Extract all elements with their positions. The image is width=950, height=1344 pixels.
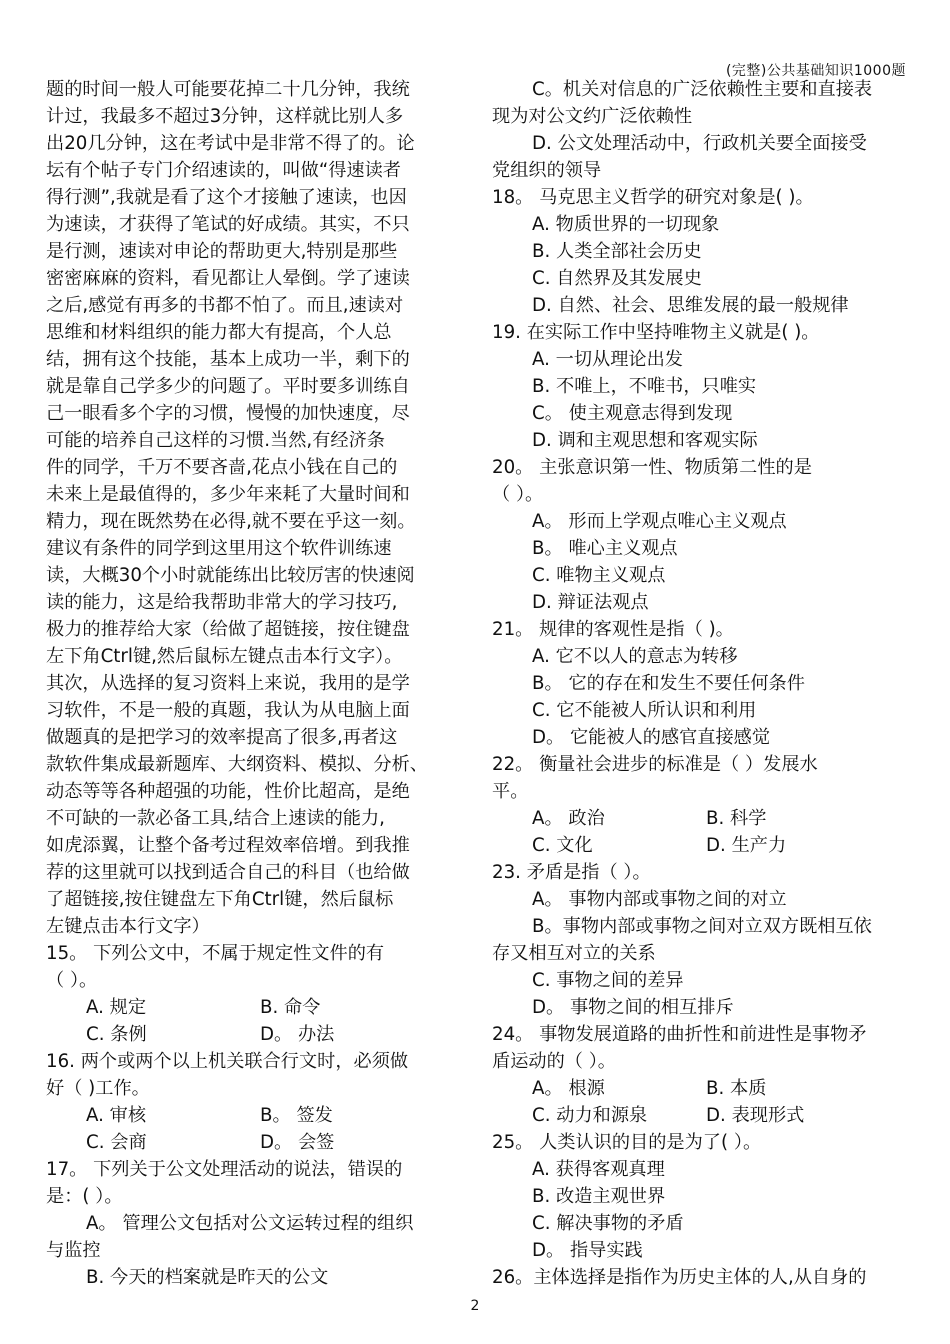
option-d: D。 事物之间的相互排斥 (532, 997, 734, 1018)
text-line: 如虎添翼，让整个备考过程效率倍增。到我推 (46, 835, 410, 856)
question-stem: 17。 下列关于公文处理活动的说法，错误的 (46, 1159, 403, 1180)
option-a: A. 物质世界的一切现象 (532, 214, 720, 235)
option-c: C. 文化 (532, 835, 593, 856)
text-line: 思维和材料组织的能力都大有提高，个人总 (46, 322, 392, 343)
text-line: 之后,感觉有再多的书都不怕了。而且,速读对 (46, 295, 404, 316)
question-stem: 25。 人类认识的目的是为了( ）。 (492, 1132, 762, 1153)
question-stem: 是：( ）。 (46, 1186, 123, 1207)
option-b: B。 它的存在和发生不要任何条件 (532, 673, 805, 694)
question-17-continued (492, 76, 920, 184)
page-number: 2 (470, 1298, 480, 1314)
question-stem: 好（ )工作。 (46, 1078, 150, 1099)
question-17 (46, 1156, 464, 1291)
option-d: D. 辩证法观点 (532, 592, 649, 613)
question-15 (46, 940, 464, 1048)
intro-paragraph (46, 76, 464, 940)
option-row (46, 1129, 464, 1156)
option-c-continued: 现为对公文约广泛依赖性 (492, 106, 693, 127)
question-26 (492, 1264, 920, 1291)
text-line: 就是靠自己学多少的问题了。平时要多训练自 (46, 376, 410, 397)
text-line: 题的时间一般人可能要花掉二十几分钟，我统 (46, 79, 410, 100)
question-stem: 15。 下列公文中，不属于规定性文件的有 (46, 943, 385, 964)
option-b: B. 不唯上，不唯书，只唯实 (532, 376, 757, 397)
question-22 (492, 751, 920, 859)
question-stem: 26。主体选择是指作为历史主体的人,从自身的 (492, 1267, 867, 1288)
text-line: 不可缺的一款必备工具,结合上速读的能力, (46, 808, 385, 829)
right-column (492, 76, 920, 1291)
option-d: D. 调和主观思想和客观实际 (532, 430, 758, 451)
option-d: D. 生产力 (706, 835, 787, 856)
text-line: 习软件，不是一般的真题，我认为从电脑上面 (46, 700, 410, 721)
option-d: D. 自然、社会、思维发展的最一般规律 (532, 295, 849, 316)
text-line: 其次，从选择的复习资料上来说，我用的是学 (46, 673, 410, 694)
option-a: A。 形而上学观点唯心主义观点 (532, 511, 787, 532)
question-23 (492, 859, 920, 1021)
option-row (46, 994, 464, 1021)
option-b: B。 唯心主义观点 (532, 538, 678, 559)
option-row (492, 805, 920, 832)
text-line: 可能的培养自己这样的习惯.当然,有经济条 (46, 430, 385, 451)
option-c: C. 唯物主义观点 (532, 565, 666, 586)
option-a: A。 事物内部或事物之间的对立 (532, 889, 787, 910)
question-19 (492, 319, 920, 454)
question-stem: 16. 两个或两个以上机关联合行文时，必须做 (46, 1051, 409, 1072)
text-line: 密密麻麻的资料，看见都让人晕倒。学了速读 (46, 268, 410, 289)
text-line: 坛有个帖子专门介绍速读的，叫做“得速读者 (46, 160, 401, 181)
option-c: C。 使主观意志得到发现 (532, 403, 733, 424)
question-stem: 盾运动的（ ）。 (492, 1051, 616, 1072)
text-line: 为速读，才获得了笔试的好成绩。其实，不只 (46, 214, 410, 235)
question-stem: （ ）。 (46, 970, 98, 991)
option-d: D。 办法 (260, 1024, 335, 1045)
left-column (46, 76, 464, 1291)
option-d: D。 它能被人的感官直接感觉 (532, 727, 771, 748)
text-line: 左键点击本行文字） (46, 916, 210, 937)
question-stem: 21。 规律的客观性是指（ )。 (492, 619, 734, 640)
option-row (492, 1075, 920, 1102)
option-c: C. 会商 (86, 1132, 147, 1153)
option-a: A. 规定 (86, 997, 147, 1018)
text-line: 精力，现在既然势在必得,就不要在乎这一刻。 (46, 511, 416, 532)
text-line: 做题真的是把学习的效率提高了很多,再者这 (46, 727, 398, 748)
question-21 (492, 616, 920, 751)
option-a: A. 审核 (86, 1105, 147, 1126)
option-row (492, 1102, 920, 1129)
text-line: 结，拥有这个技能，基本上成功一半，剩下的 (46, 349, 410, 370)
option-b: B。事物内部或事物之间对立双方既相互依 (532, 916, 872, 937)
text-line: 计过，我最多不超过3分钟，这样就比别人多 (46, 106, 404, 127)
option-row (46, 1021, 464, 1048)
option-a: A。 管理公文包括对公文运转过程的组织 (86, 1213, 414, 1234)
option-d: D。 指导实践 (532, 1240, 643, 1261)
option-a: A。 政治 (532, 808, 605, 829)
option-a: A。 根源 (532, 1078, 605, 1099)
question-stem: （ ）。 (492, 484, 544, 505)
question-stem: 22。 衡量社会进步的标准是（ ）发展水 (492, 754, 818, 775)
option-c: C. 动力和源泉 (532, 1105, 648, 1126)
option-c: C. 事物之间的差异 (532, 970, 684, 991)
option-b: B。 签发 (260, 1105, 333, 1126)
text-line: 极力的推荐给大家（给做了超链接，按住键盘 (46, 619, 410, 640)
option-row (492, 832, 920, 859)
option-a: A. 一切从理论出发 (532, 349, 683, 370)
text-line: 己一眼看多个字的习惯，慢慢的加快速度，尽 (46, 403, 410, 424)
text-line: 得行测”,我就是看了这个才接触了速读，也因 (46, 187, 407, 208)
question-stem: 18。 马克思主义哲学的研究对象是( )。 (492, 187, 814, 208)
option-b: B. 人类全部社会历史 (532, 241, 702, 262)
question-stem: 23. 矛盾是指（ ）。 (492, 862, 651, 883)
text-line: 动态等等各种超强的功能，性价比超高，是绝 (46, 781, 410, 802)
question-16 (46, 1048, 464, 1156)
option-c: C. 解决事物的矛盾 (532, 1213, 684, 1234)
option-b-continued: 存又相互对立的关系 (492, 943, 656, 964)
option-b: B. 改造主观世界 (532, 1186, 666, 1207)
text-line: 读，大概30个小时就能练出比较厉害的快速阅 (46, 565, 415, 586)
text-line: 未来上是最值得的，多少年来耗了大量时间和 (46, 484, 410, 505)
question-stem: 24。 事物发展道路的曲折性和前进性是事物矛 (492, 1024, 867, 1045)
option-a: A. 它不以人的意志为转移 (532, 646, 738, 667)
text-line: 是行测，速读对申论的帮助更大,特别是那些 (46, 241, 398, 262)
text-line: 读的能力，这是给我帮助非常大的学习技巧, (46, 592, 398, 613)
option-d-continued: 党组织的领导 (492, 160, 602, 181)
option-c: C. 它不能被人所认识和利用 (532, 700, 757, 721)
text-line: 建议有条件的同学到这里用这个软件训练速 (46, 538, 392, 559)
question-stem: 19. 在实际工作中坚持唯物主义就是( )。 (492, 322, 820, 343)
question-stem: 平。 (492, 781, 529, 802)
question-24 (492, 1021, 920, 1129)
question-18 (492, 184, 920, 319)
option-a-continued: 与监控 (46, 1240, 101, 1261)
question-stem: 20。 主张意识第一性、物质第二性的是 (492, 457, 812, 478)
text-line: 出20几分钟，这在考试中是非常不得了的。论 (46, 133, 415, 154)
text-line: 荐的这里就可以找到适合自己的科目（也给做 (46, 862, 410, 883)
option-c: C。机关对信息的广泛依赖性主要和直接表 (532, 79, 873, 100)
text-line: 件的同学，千万不要吝啬,花点小钱在自己的 (46, 457, 398, 478)
option-b: B. 科学 (706, 808, 767, 829)
option-d: D. 公文处理活动中，行政机关要全面接受 (532, 133, 867, 154)
option-d: D. 表现形式 (706, 1105, 805, 1126)
option-b: B. 今天的档案就是昨天的公文 (86, 1267, 329, 1288)
option-a: A. 获得客观真理 (532, 1159, 665, 1180)
document-header-title: (完整)公共基础知识1000题 (725, 63, 906, 79)
question-20 (492, 454, 920, 616)
option-b: B. 本质 (706, 1078, 767, 1099)
text-line: 了超链接,按住键盘左下角Ctrl键，然后鼠标 (46, 889, 394, 910)
option-c: C. 自然界及其发展史 (532, 268, 702, 289)
text-line: 款软件集成最新题库、大纲资料、模拟、分析、 (46, 754, 428, 775)
question-25 (492, 1129, 920, 1264)
option-d: D。 会签 (260, 1132, 335, 1153)
option-row (46, 1102, 464, 1129)
option-b: B. 命令 (260, 997, 321, 1018)
text-line: 左下角Ctrl键,然后鼠标左键点击本行文字）。 (46, 646, 403, 667)
option-c: C. 条例 (86, 1024, 147, 1045)
